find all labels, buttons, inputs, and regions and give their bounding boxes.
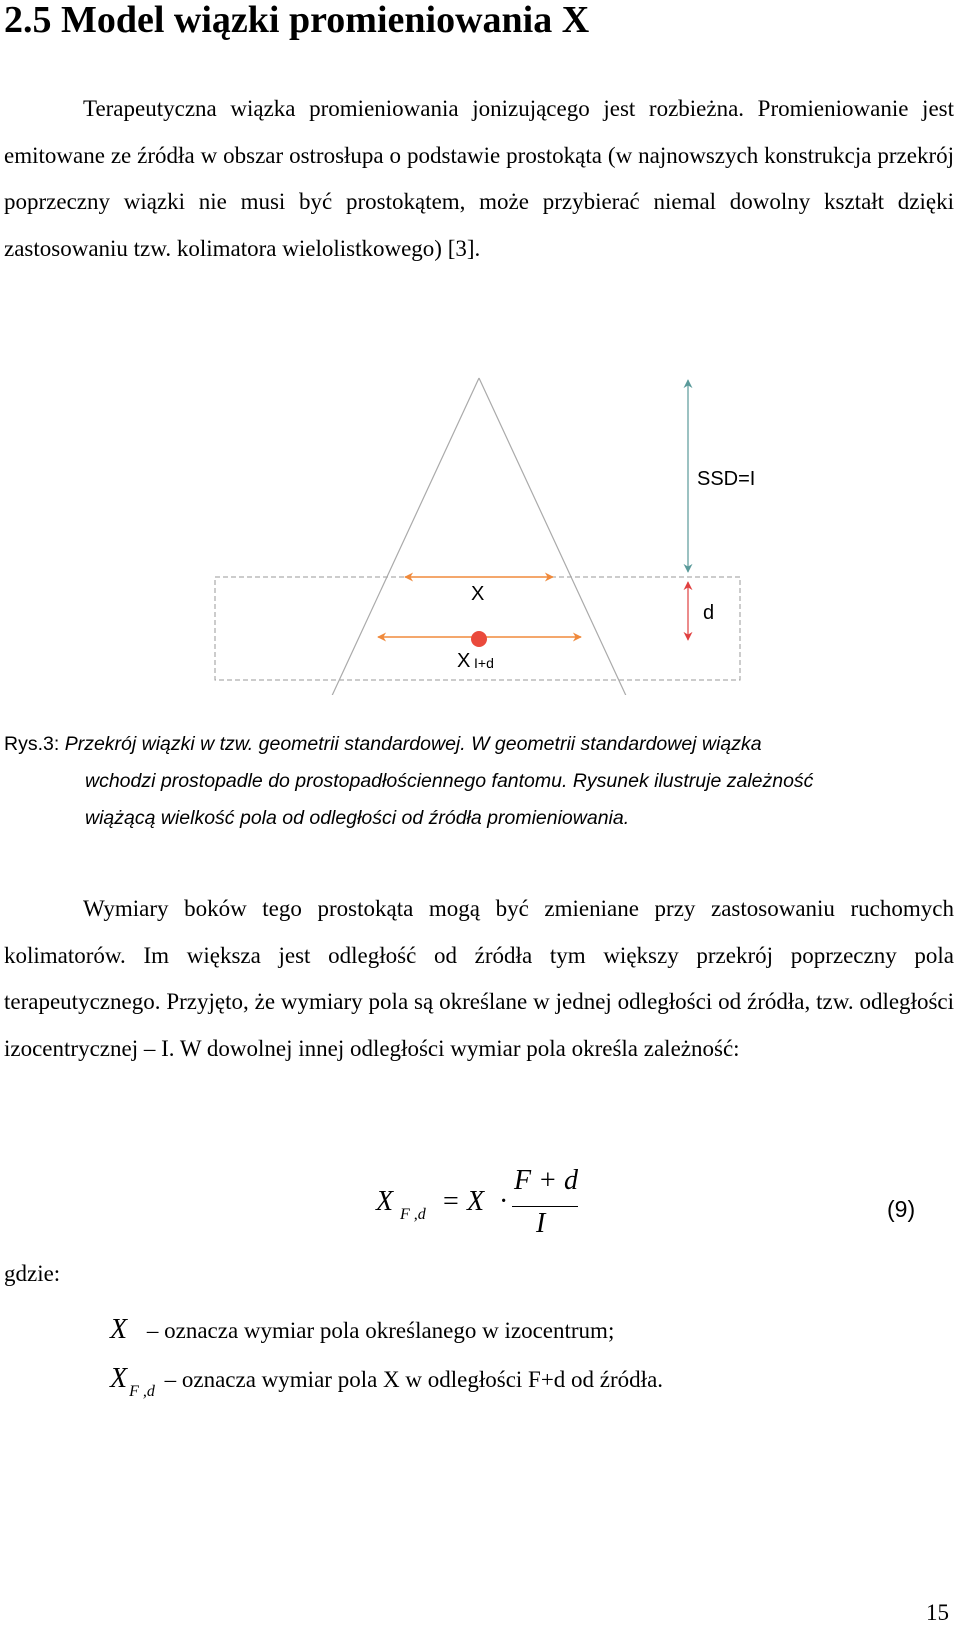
intro-paragraph bbox=[4, 86, 954, 272]
x-label: X bbox=[471, 583, 485, 605]
beam-geometry-figure bbox=[0, 370, 960, 695]
fraction-bar bbox=[512, 1206, 578, 1207]
definition-x-text: – oznacza wymiar pola określanego w izocentrum; bbox=[146, 1318, 615, 1343]
figure-caption-line2: wchodzi prostopadle do prostopadłościennego fantomu. Rysunek ilustruje zależność bbox=[85, 770, 814, 792]
equation-number: (9) bbox=[887, 1196, 916, 1222]
intro-paragraph-text: Terapeutyczna wiązka promieniowania jonizującego jest rozbieżna. Promieniowanie jest emitowane ze źródła w obszar ostrosłupa o podstawie prostokąta (w najnowszych konstrukcja przekrój poprzeczny wiązki nie musi być prostokątem, może przybierać niemal dowolny kształt dzięki zastosowaniu tzw. kolimatora wielolistkowego) [3]. bbox=[4, 96, 954, 261]
definition-x bbox=[110, 1314, 614, 1346]
where-label: gdzie: bbox=[4, 1261, 61, 1286]
figure-caption-text1: Przekrój wiązki w tzw. geometrii standardowej. W geometrii standardowej wiązka bbox=[64, 733, 762, 755]
section-heading: 2.5 Model wiązki promieniowania X bbox=[4, 0, 590, 41]
definition-xfd-symbol: X bbox=[110, 1363, 128, 1394]
figure-caption-line3: wiążącą wielkość pola od odległości od źródła promieniowania. bbox=[85, 807, 630, 829]
beam-right-edge bbox=[479, 378, 628, 695]
equation-dot: · bbox=[499, 1186, 509, 1217]
equation-equals: = bbox=[443, 1186, 459, 1217]
figure-caption-prefix: Rys.3: bbox=[4, 733, 60, 755]
definition-xfd bbox=[110, 1363, 664, 1400]
d-label: d bbox=[703, 602, 715, 624]
definition-x-symbol: X bbox=[110, 1314, 128, 1345]
x-id-subscript: I+d bbox=[474, 655, 494, 671]
ssd-label: SSD=I bbox=[697, 468, 756, 490]
x-id-label: X bbox=[457, 650, 471, 672]
equation-numerator: F + d bbox=[514, 1165, 578, 1196]
body-paragraph bbox=[4, 886, 954, 1072]
figure-caption-line1 bbox=[4, 726, 762, 763]
measurement-point-dot bbox=[471, 631, 487, 647]
equation-lhs-subscript: F ,d bbox=[400, 1206, 426, 1223]
body-paragraph-text: Wymiary boków tego prostokąta mogą być zmieniane przy zastosowaniu ruchomych kolimatorów. Im większa jest odległość od źródła tym większy przekrój poprzeczny pola terapeutycznego. Przyjęto, że wymiary pola są określane w jednej odległości od źródła, tzw. odległości izocentrycznej – I. W dowolnej innej odległości wymiar pola określa zależność: bbox=[4, 896, 954, 1061]
definition-xfd-text: – oznacza wymiar pola X w odległości F+d od źródła. bbox=[164, 1367, 664, 1392]
equation-lhs: X bbox=[376, 1186, 394, 1217]
definition-xfd-subscript: F ,d bbox=[129, 1383, 155, 1400]
page-number: 15 bbox=[926, 1600, 949, 1625]
beam-left-edge bbox=[330, 378, 479, 695]
equation-denominator: I bbox=[536, 1208, 546, 1239]
equation-rhs-x: X bbox=[467, 1186, 485, 1217]
